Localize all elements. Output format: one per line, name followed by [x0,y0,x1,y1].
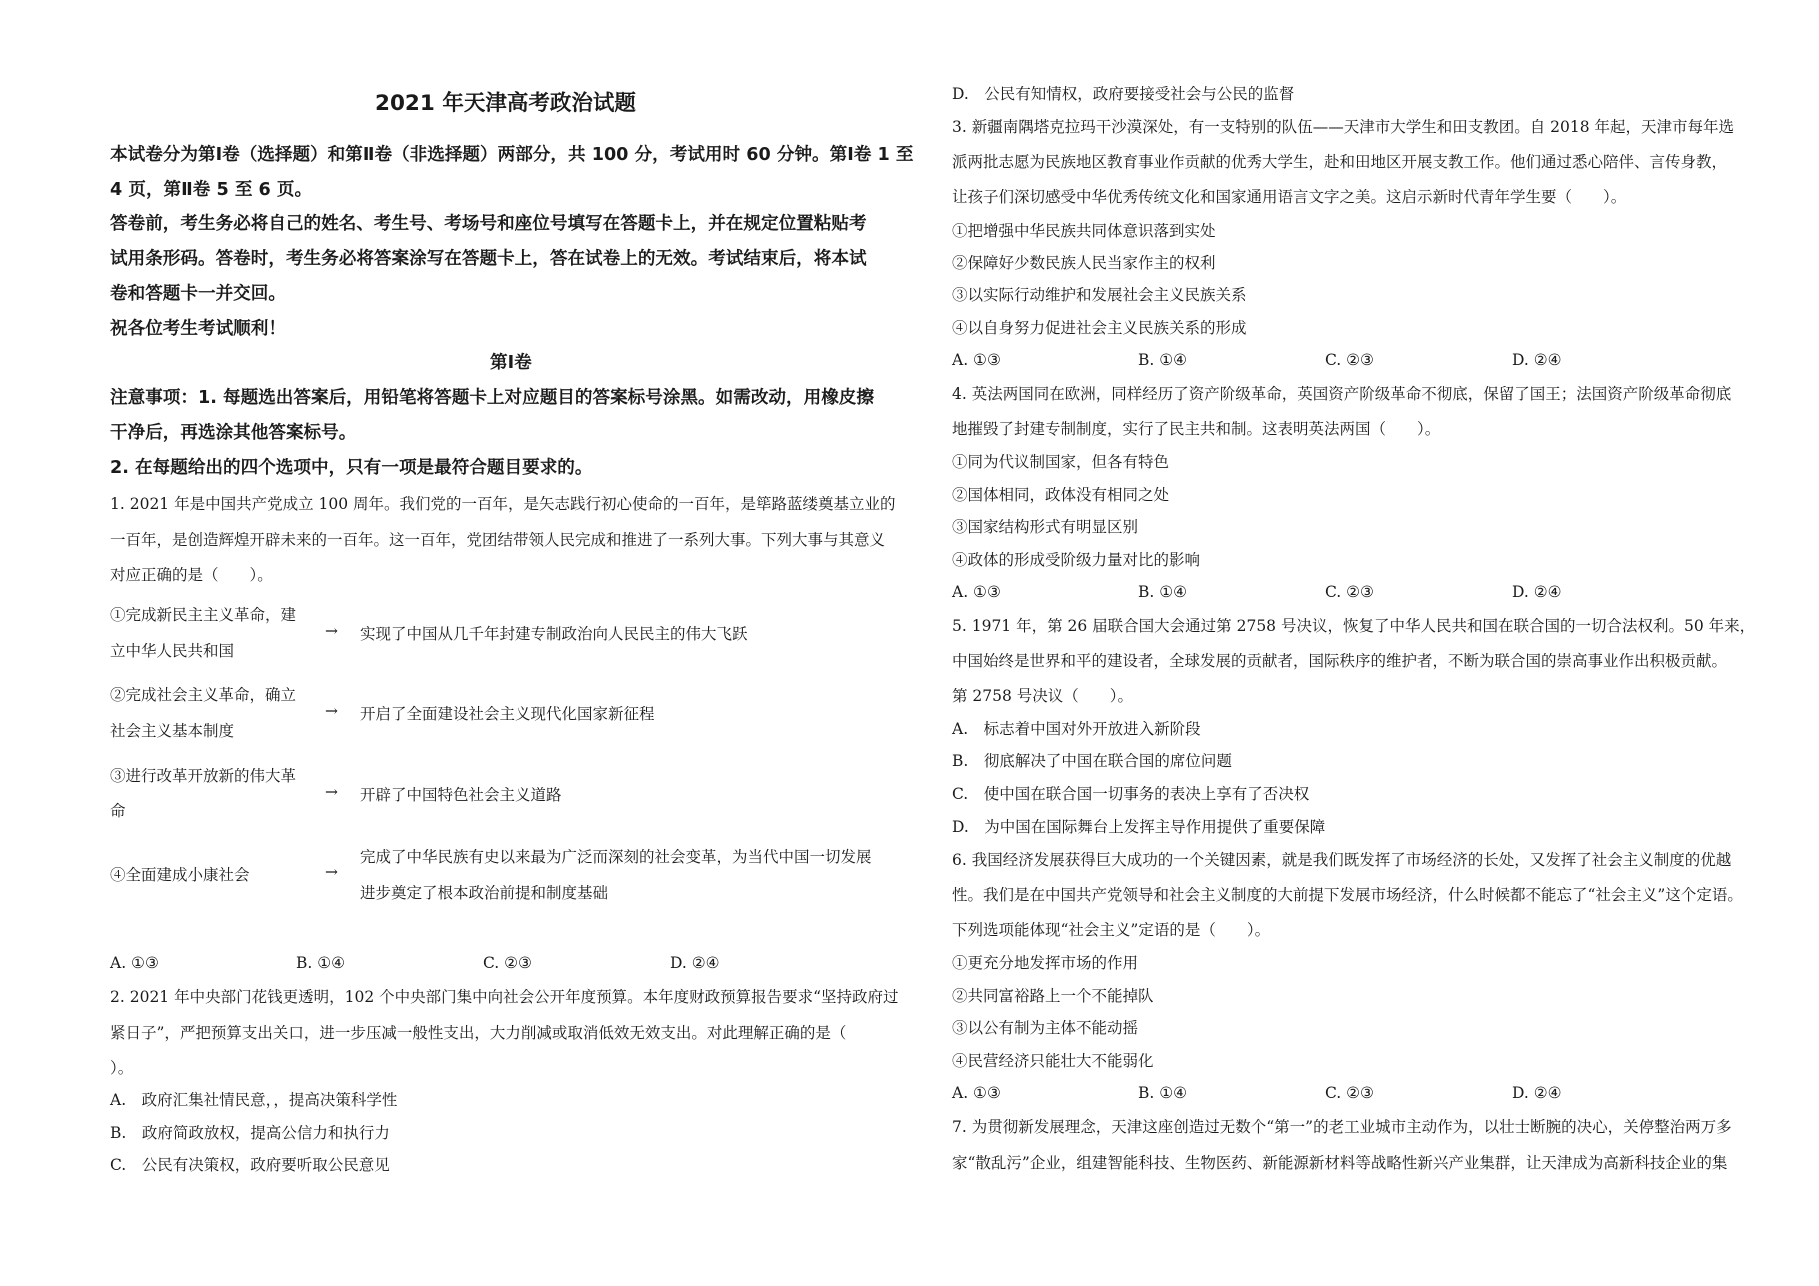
question-6-stem: 6. 我国经济发展获得巨大成功的一个关键因素，就是我们既发挥了市场经济的长处，又发挥了社会主义制度的优越 [952,851,1732,869]
meaning-cell: 实现了中国从几千年封建专制政治向人民民主的伟大飞跃 [360,625,748,643]
meaning-cell: 开辟了中国特色社会主义道路 [360,786,562,804]
q4-item: ①同为代议制国家，但各有特色 [952,453,1170,471]
arrow-icon: → [325,783,338,801]
q3-option-a: A. ①③ [952,351,1001,369]
question-2-stem: 2. 2021 年中央部门花钱更透明，102 个中央部门集中向社会公开年度预算。本年度财政预算报告要求“坚持政府过 [110,988,899,1006]
event-cell: 立中华人民共和国 [110,642,235,660]
q1-option-d: D. ②④ [670,954,720,972]
event-cell: ②完成社会主义革命，确立 [110,686,297,704]
q2-option-a: A. 政府汇集社情民意，，提高决策科学性 [110,1091,398,1109]
q4-option-d: D. ②④ [1512,583,1562,601]
q2-option-b: B. 政府简政放权，提高公信力和执行力 [110,1124,390,1142]
event-cell: 社会主义基本制度 [110,722,235,740]
meaning-cell: 开启了全面建设社会主义现代化国家新征程 [360,705,655,723]
event-cell: ④全面建成小康社会 [110,866,250,884]
event-cell: 命 [110,802,126,820]
arrow-icon: → [325,702,338,720]
q4-item: ③国家结构形式有明显区别 [952,518,1139,536]
question-5-stem: 5. 1971 年，第 26 届联合国大会通过第 2758 号决议，恢复了中华人民共和国在联合国的一切合法权利。50 年来， [952,617,1756,635]
intro-line: 4 页，第Ⅱ卷 5 至 6 页。 [110,180,313,200]
intro-line: 答卷前，考生务必将自己的姓名、考生号、考场号和座位号填写在答题卡上，并在规定位置粘贴考 [110,214,867,234]
q3-item: ③以实际行动维护和发展社会主义民族关系 [952,286,1247,304]
question-3-stem: 让孩子们深切感受中华优秀传统文化和国家通用语言文字之美。这启示新时代青年学生要（ ）。 [952,188,1627,206]
q1-option-b: B. ①④ [296,954,346,972]
notice-line: 2. 在每题给出的四个选项中，只有一项是最符合题目要求的。 [110,458,593,478]
intro-line: 试用条形码。答卷时，考生务必将答案涂写在答题卡上，答在试卷上的无效。考试结束后，将本试 [110,249,867,269]
intro-line: 本试卷分为第Ⅰ卷（选择题）和第Ⅱ卷（非选择题）两部分，共 100 分，考试用时 60 分钟。第Ⅰ卷 1 至 [110,145,914,165]
q6-option-c: C. ②③ [1325,1084,1374,1102]
event-cell: ①完成新民主主义革命，建 [110,606,297,624]
event-cell: ③进行改革开放新的伟大革 [110,767,297,785]
question-2-stem: 紧日子”，严把预算支出关口，进一步压减一般性支出，大力削减或取消低效无效支出。对此理解正确的是（ [110,1024,847,1042]
q3-item: ④以自身努力促进社会主义民族关系的形成 [952,319,1247,337]
q5-option-c: C. 使中国在联合国一切事务的表决上享有了否决权 [952,785,1310,803]
q3-option-d: D. ②④ [1512,351,1562,369]
q5-option-d: D. 为中国在国际舞台上发挥主导作用提供了重要保障 [952,818,1326,836]
intro-line: 卷和答题卡一并交回。 [110,284,286,304]
q1-option-a: A. ①③ [110,954,159,972]
meaning-cell: 进步奠定了根本政治前提和制度基础 [360,884,609,902]
q3-option-b: B. ①④ [1138,351,1188,369]
question-7-stem: 家“散乱污”企业，组建智能科技、生物医药、新能源新材料等战略性新兴产业集群，让天津成为高新科技企业的集 [952,1154,1728,1172]
q6-option-a: A. ①③ [952,1084,1001,1102]
q4-option-a: A. ①③ [952,583,1001,601]
arrow-icon: → [325,622,338,640]
question-5-stem: 中国始终是世界和平的建设者，全球发展的贡献者，国际秩序的维护者，不断为联合国的崇高事业作出积极贡献。 [952,652,1728,670]
question-4-stem: 地摧毁了封建专制制度，实行了民主共和制。这表明英法两国（ ）。 [952,420,1441,438]
question-7-stem: 7. 为贯彻新发展理念，天津这座创造过无数个“第一”的老工业城市主动作为，以壮士断腕的决心，关停整治两万多 [952,1118,1732,1136]
question-3-stem: 3. 新疆南隅塔克拉玛干沙漠深处，有一支特别的队伍——天津市大学生和田支教团。自 2018 年起，天津市每年选 [952,118,1735,136]
arrow-icon: → [325,863,338,881]
q2-option-c: C. 公民有决策权，政府要听取公民意见 [110,1156,390,1174]
q6-item: ①更充分地发挥市场的作用 [952,954,1139,972]
q6-option-d: D. ②④ [1512,1084,1562,1102]
question-1-stem: 一百年，是创造辉煌开辟未来的一百年。这一百年，党团结带领人民完成和推进了一系列大事。下列大事与其意义 [110,531,886,549]
question-5-stem: 第 2758 号决议（ ）。 [952,687,1134,705]
question-4-stem: 4. 英法两国同在欧洲，同样经历了资产阶级革命，英国资产阶级革命不彻底，保留了国王；法国资产阶级革命彻底 [952,385,1732,403]
question-1-stem: 对应正确的是（ ）。 [110,566,273,584]
q6-item: ③以公有制为主体不能动摇 [952,1019,1139,1037]
q4-item: ④政体的形成受阶级力量对比的影响 [952,551,1201,569]
q4-option-c: C. ②③ [1325,583,1374,601]
q2-option-d: D. 公民有知情权，政府要接受社会与公民的监督 [952,85,1295,103]
question-3-stem: 派两批志愿为民族地区教育事业作贡献的优秀大学生，赴和田地区开展支教工作。他们通过悉心陪伴、言传身教， [952,153,1728,171]
question-2-stem: ）。 [110,1059,134,1077]
question-6-stem: 性。我们是在中国共产党领导和社会主义制度的大前提下发展市场经济，什么时候都不能忘了“社会主义”这个定语。 [952,886,1743,904]
meaning-cell: 完成了中华民族有史以来最为广泛而深刻的社会变革，为当代中国一切发展 [360,848,872,866]
q3-item: ①把增强中华民族共同体意识落到实处 [952,222,1216,240]
q5-option-a: A. 标志着中国对外开放进入新阶段 [952,720,1201,738]
notice-line: 注意事项：1. 每题选出答案后，用铅笔将答题卡上对应题目的答案标号涂黑。如需改动，用橡皮擦 [110,388,874,408]
question-6-stem: 下列选项能体现“社会主义”定语的是（ ）。 [952,921,1271,939]
exam-title: 2021 年天津高考政治试题 [375,91,636,116]
question-1-stem: 1. 2021 年是中国共产党成立 100 周年。我们党的一百年，是矢志践行初心使命的一百年，是筚路蓝缕奠基立业的 [110,495,896,513]
q3-option-c: C. ②③ [1325,351,1374,369]
q4-option-b: B. ①④ [1138,583,1188,601]
q1-option-c: C. ②③ [483,954,532,972]
intro-line: 祝各位考生考试顺利！ [110,319,286,339]
q6-item: ②共同富裕路上一个不能掉队 [952,987,1154,1005]
section-title: 第Ⅰ卷 [490,353,532,373]
q4-item: ②国体相同，政体没有相同之处 [952,486,1170,504]
notice-line: 干净后，再选涂其他答案标号。 [110,423,357,443]
q3-item: ②保障好少数民族人民当家作主的权利 [952,254,1216,272]
q6-option-b: B. ①④ [1138,1084,1188,1102]
q5-option-b: B. 彻底解决了中国在联合国的席位问题 [952,752,1232,770]
q6-item: ④民营经济只能壮大不能弱化 [952,1052,1154,1070]
